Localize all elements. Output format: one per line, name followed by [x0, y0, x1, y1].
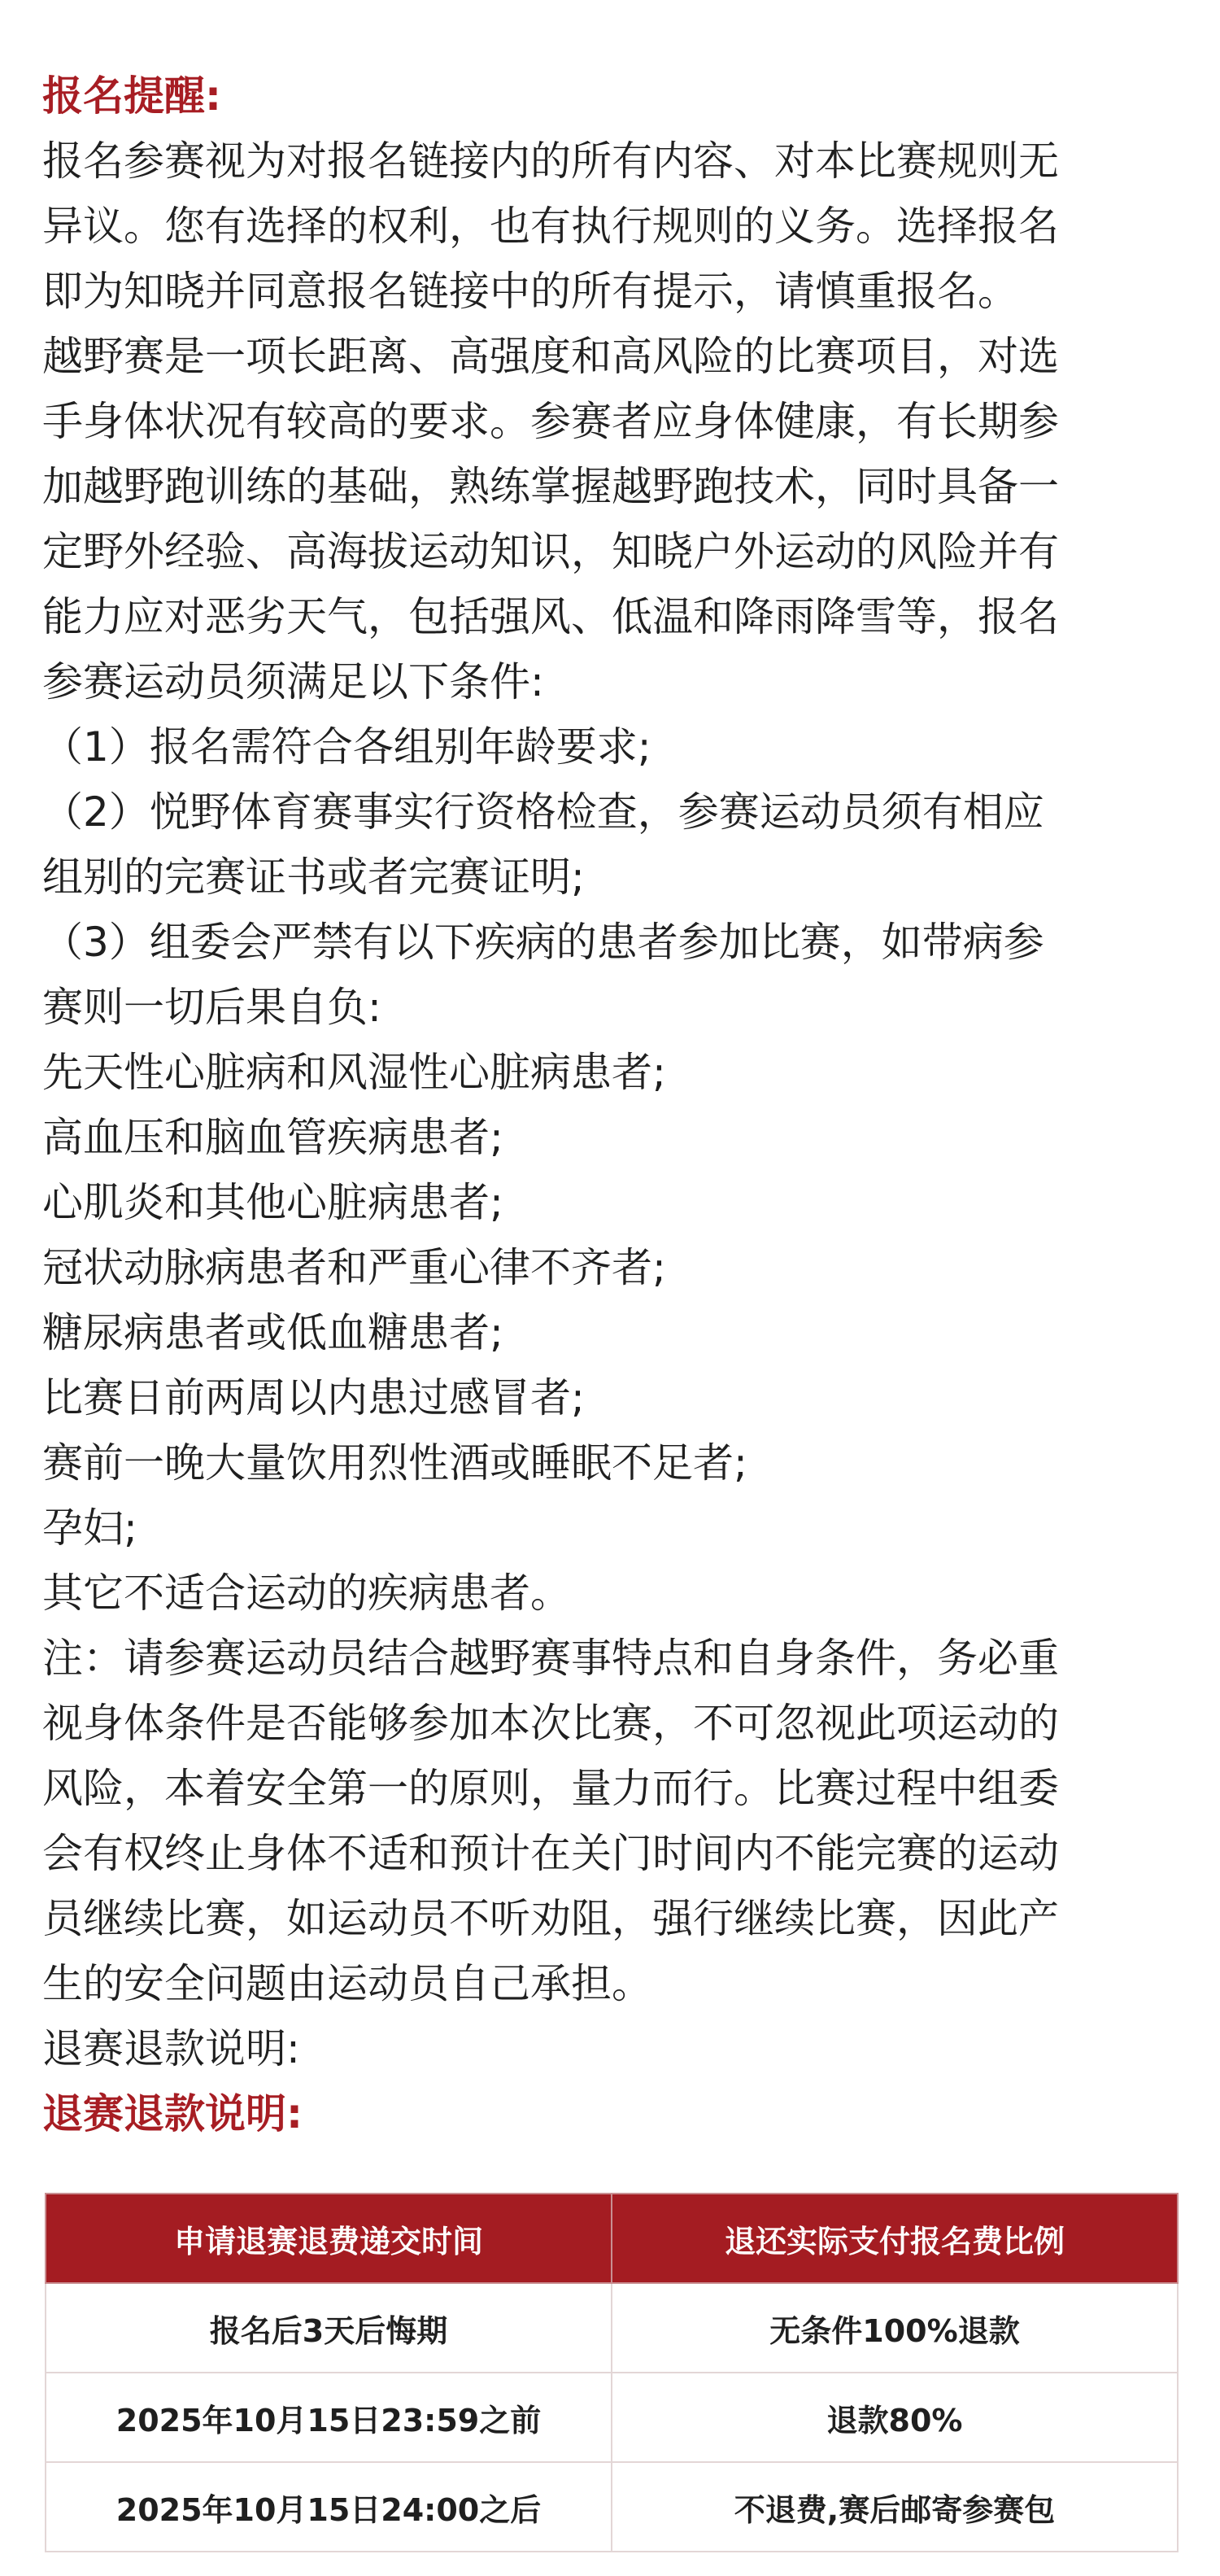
disease-item: 比赛日前两周以内患过感冒者;	[42, 1374, 585, 1421]
disease-item: 赛前一晚大量饮用烈性酒或睡眠不足者;	[42, 1439, 747, 1487]
intro-line: 越野赛是一项长距离、高强度和高风险的比赛项目，对选	[42, 333, 1059, 380]
intro-line: 能力应对恶劣天气，包括强风、低温和降雨降雪等，报名	[42, 593, 1059, 640]
condition-line: 赛则一切后果自负:	[42, 984, 381, 1031]
cell-time: 报名后3天后悔期	[46, 2283, 612, 2373]
disease-item: 心肌炎和其他心脏病患者;	[42, 1179, 503, 1226]
note-line: 视身体条件是否能够参加本次比赛，不可忽视此项运动的	[42, 1700, 1059, 1747]
disease-item: 其它不适合运动的疾病患者。	[42, 1570, 571, 1617]
cell-time: 2025年10月15日24:00之后	[46, 2462, 612, 2552]
cell-ratio: 无条件100%退款	[612, 2283, 1178, 2373]
intro-line: 加越野跑训练的基础，熟练掌握越野跑技术，同时具备一	[42, 463, 1059, 510]
note-line: 会有权终止身体不适和预计在关门时间内不能完赛的运动	[42, 1830, 1059, 1877]
condition-line: 组别的完赛证书或者完赛证明;	[42, 854, 585, 901]
table-row	[46, 2373, 1178, 2462]
intro-line: 参赛运动员须满足以下条件:	[42, 658, 544, 705]
table-row	[46, 2462, 1178, 2552]
refund-table	[45, 2193, 1179, 2552]
intro-line: 定野外经验、高海拔运动知识，知晓户外运动的风险并有	[42, 528, 1059, 575]
disease-item: 孕妇;	[42, 1504, 137, 1552]
intro-line: 即为知晓并同意报名链接中的所有提示，请慎重报名。	[42, 268, 1018, 315]
intro-line: 报名参赛视为对报名链接内的所有内容、对本比赛规则无	[42, 138, 1059, 185]
header-refund-ratio: 退还实际支付报名费比例	[612, 2194, 1178, 2283]
note-line: 风险，本着安全第一的原则，量力而行。比赛过程中组委	[42, 1765, 1059, 1812]
condition-line: （3）组委会严禁有以下疾病的患者参加比赛，如带病参	[42, 919, 1044, 966]
cell-time: 2025年10月15日23:59之前	[46, 2373, 612, 2462]
note-line: 生的安全问题由运动员自己承担。	[42, 1960, 652, 2007]
disease-item: 糖尿病患者或低血糖患者;	[42, 1309, 503, 1356]
note-line: 员继续比赛，如运动员不听劝阻，强行继续比赛，因此产	[42, 1895, 1059, 1942]
table-row	[46, 2283, 1178, 2373]
intro-line: 异议。您有选择的权利，也有执行规则的义务。选择报名	[42, 203, 1059, 250]
note-line: 退赛退款说明:	[42, 2025, 300, 2072]
disease-item: 先天性心脏病和风湿性心脏病患者;	[42, 1049, 666, 1096]
conditions-list	[42, 714, 1181, 1040]
intro-paragraph	[42, 129, 1181, 714]
note-paragraph	[42, 1626, 1181, 2081]
notice-content	[42, 63, 1181, 2146]
heading-registration-reminder: 报名提醒:	[42, 72, 221, 120]
disease-list	[42, 1040, 1181, 1626]
cell-ratio: 退款80%	[612, 2373, 1178, 2462]
heading-refund-policy: 退赛退款说明:	[42, 2090, 303, 2137]
disease-item: 高血压和脑血管疾病患者;	[42, 1114, 503, 1161]
cell-ratio: 不退费,赛后邮寄参赛包	[612, 2462, 1178, 2552]
header-submit-time: 申请退赛退费递交时间	[46, 2194, 612, 2283]
note-line: 注：请参赛运动员结合越野赛事特点和自身条件，务必重	[42, 1635, 1059, 1682]
condition-line: （2）悦野体育赛事实行资格检查，参赛运动员须有相应	[42, 788, 1044, 836]
condition-line: （1）报名需符合各组别年龄要求;	[42, 723, 651, 771]
intro-line: 手身体状况有较高的要求。参赛者应身体健康，有长期参	[42, 398, 1059, 445]
disease-item: 冠状动脉病患者和严重心律不齐者;	[42, 1244, 666, 1291]
table-header-row	[46, 2194, 1178, 2283]
